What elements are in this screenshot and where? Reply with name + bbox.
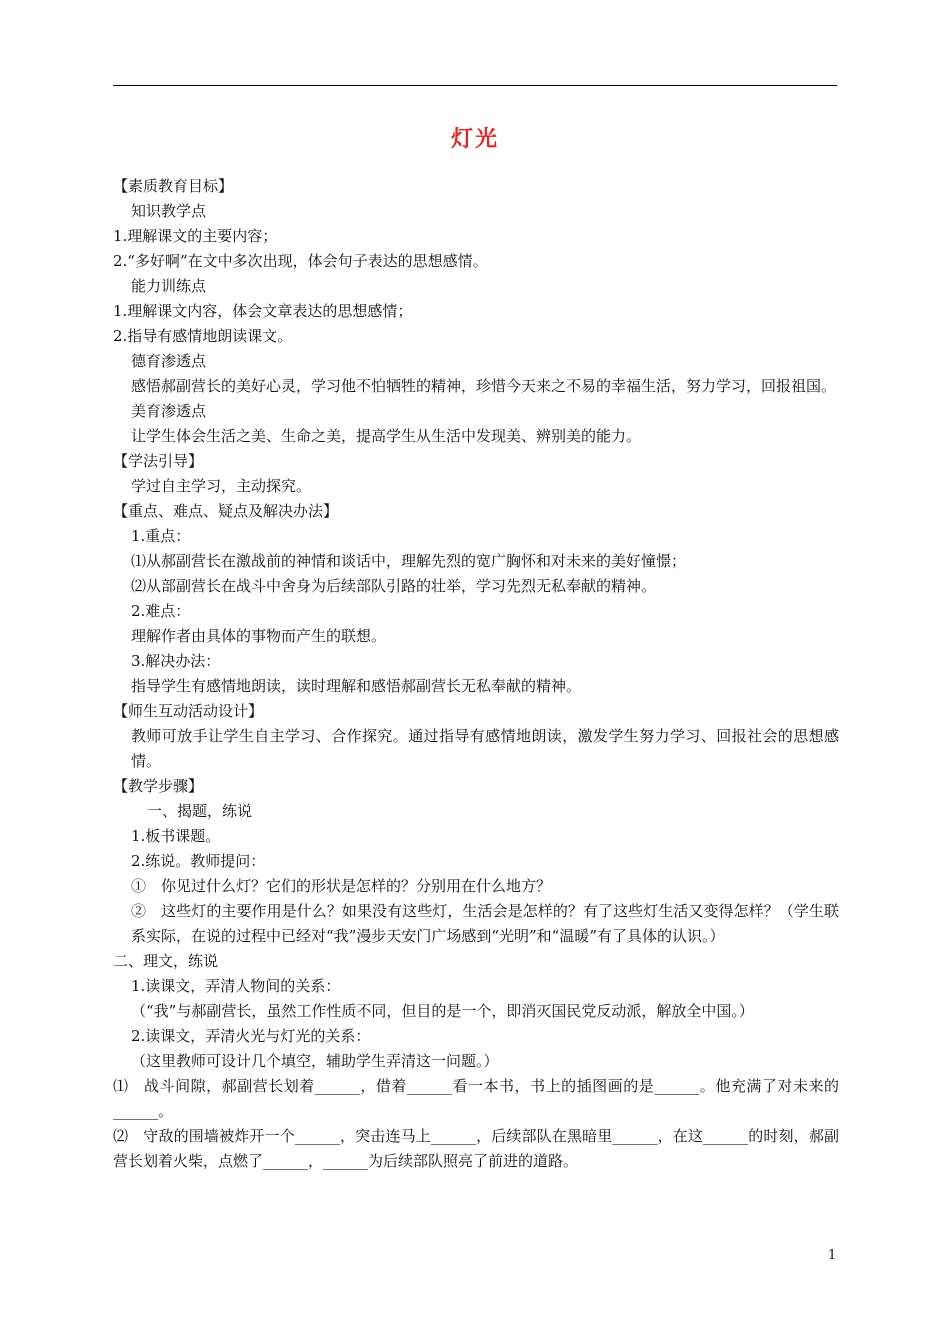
subheading-step-one: 一、揭题，练说 xyxy=(147,802,253,820)
list-item: ⑴从郝副营长在激战前的神情和谈话中，理解先烈的宽广胸怀和对未来的美好憧憬； xyxy=(131,552,687,570)
list-item: 1.理解课文的主要内容； xyxy=(113,227,278,245)
paragraph: 教师可放手让学生自主学习、合作探究。通过指导有感情地朗读，激发学生努力学习、回报社会的思想感情。 xyxy=(131,727,839,770)
subheading-aesthetic: 美育渗透点 xyxy=(131,402,207,420)
paragraph: 让学生体会生活之美、生命之美，提高学生从生活中发现美、辨别美的能力。 xyxy=(131,427,642,445)
header-rule xyxy=(113,85,837,86)
fill-blank-item: ⑴ 战斗间隙，郝副营长划着______，借着______看一本书，书上的插图画的是______。他充满了对未来的______。 xyxy=(113,1077,839,1120)
section-heading-method: 【学法引导】 xyxy=(113,452,204,470)
page-number: 1 xyxy=(828,1248,837,1263)
section-heading-steps: 【教学步骤】 xyxy=(113,777,204,795)
subheading-moral: 德育渗透点 xyxy=(131,352,207,370)
section-heading-activity: 【师生互动活动设计】 xyxy=(113,702,264,720)
subheading-knowledge: 知识教学点 xyxy=(131,202,207,220)
list-item: 2.指导有感情地朗读课文。 xyxy=(113,327,293,345)
fill-blank-item: ⑵ 守敌的围墙被炸开一个______，突击连马上______，后续部队在黑暗里______，在这______的时刻，郝副营长划着火柴，点燃了______，______为后续部队照亮了前进的道路。 xyxy=(113,1127,839,1170)
list-item: 2.难点： xyxy=(131,602,191,620)
paragraph: （这里教师可设计几个填空，辅助学生弄清这一问题。） xyxy=(131,1052,499,1070)
list-item: ⑵从部副营长在战斗中舍身为后续部队引路的壮举，学习先烈无私奉献的精神。 xyxy=(131,577,657,595)
list-item: 1.板书课题。 xyxy=(131,827,221,845)
section-heading-goals: 【素质教育目标】 xyxy=(113,177,234,195)
paragraph: 理解作者由具体的事物而产生的联想。 xyxy=(131,627,387,645)
list-item: 1.读课文，弄清人物间的关系： xyxy=(131,977,341,995)
list-item: 2.“多好啊”在文中多次出现，体会句子表达的思想感情。 xyxy=(113,252,488,270)
subheading-step-two: 二、理文，练说 xyxy=(113,952,219,970)
list-item: 1.重点： xyxy=(131,527,191,545)
paragraph: （“我”与郝副营长，虽然工作性质不同，但目的是一个，即消灭国民党反动派，解放全中国。） xyxy=(131,1002,754,1020)
paragraph: 学过自主学习，主动探究。 xyxy=(131,477,312,495)
paragraph: 感悟郝副营长的美好心灵，学习他不怕牺牲的精神，珍惜今天来之不易的幸福生活，努力学习，回报祖国。 xyxy=(131,377,837,395)
subheading-ability: 能力训练点 xyxy=(131,277,207,295)
paragraph: 指导学生有感情地朗读，读时理解和感悟郝副营长无私奉献的精神。 xyxy=(131,677,582,695)
document-body xyxy=(113,174,839,1174)
question-item: ② 这些灯的主要作用是什么？如果没有这些灯，生活会是怎样的？有了这些灯生活又变得怎样？（学生联系实际，在说的过程中已经对“我”漫步天安门广场感到“光明”和“温暖”有了具体的认识。） xyxy=(131,902,839,945)
list-item: 1.理解课文内容，体会文章表达的思想感情； xyxy=(113,302,413,320)
list-item: 3.解决办法： xyxy=(131,652,221,670)
section-heading-keypoints: 【重点、难点、疑点及解决办法】 xyxy=(113,502,339,520)
question-item: ① 你见过什么灯？它们的形状是怎样的？分别用在什么地方？ xyxy=(131,877,552,895)
document-title: 灯光 xyxy=(450,126,499,152)
list-item: 2.练说。教师提问： xyxy=(131,852,266,870)
list-item: 2.读课文，弄清火光与灯光的关系： xyxy=(131,1027,371,1045)
